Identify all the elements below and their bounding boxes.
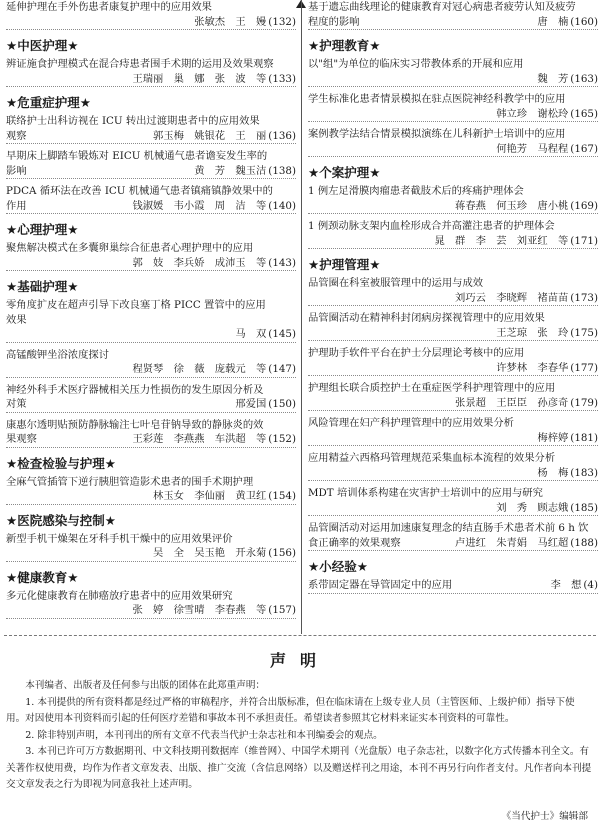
article-title-end[interactable]: 对策 bbox=[6, 398, 27, 410]
page-number[interactable]: (145) bbox=[268, 328, 296, 340]
toc-entry[interactable] bbox=[6, 114, 296, 144]
article-authors: 刘巧云 李晓辉 褚苗苗 bbox=[455, 291, 569, 304]
page-number[interactable]: (185) bbox=[570, 501, 598, 514]
article-title[interactable]: 品管圈活动在精神科封闭病房探视管理中的应用效果 bbox=[308, 312, 545, 324]
article-title[interactable]: 案例教学法结合情景模拟演练在儿科新护士培训中的应用 bbox=[308, 128, 566, 140]
entry-right bbox=[451, 291, 598, 306]
entry-right bbox=[190, 15, 296, 30]
page-number[interactable]: (156) bbox=[268, 547, 296, 559]
article-authors: 王瑞丽 巢 娜 张 波 等 bbox=[132, 72, 267, 85]
page-number[interactable]: (143) bbox=[268, 256, 296, 269]
article-authors: 黄 芳 魏玉洁 bbox=[194, 164, 267, 177]
entry-right bbox=[128, 603, 296, 618]
page-number[interactable]: (169) bbox=[570, 199, 598, 212]
section-heading: ★个案护理★ bbox=[308, 165, 381, 180]
article-title[interactable]: 1 例颈动脉支架内血栓形成合并高灌注患者的护理体会 bbox=[308, 220, 555, 232]
entry-meta bbox=[6, 164, 296, 180]
section-heading: ★医院感染与控制★ bbox=[6, 512, 116, 528]
entry-right bbox=[492, 142, 598, 157]
toc-entry[interactable] bbox=[308, 57, 598, 87]
article-title-end[interactable]: 作用 bbox=[6, 199, 27, 212]
toc-entry[interactable] bbox=[308, 416, 598, 446]
entry-meta bbox=[308, 326, 598, 342]
section-heading: ★检查检验与护理★ bbox=[6, 455, 116, 471]
article-title-end[interactable]: 影响 bbox=[6, 164, 27, 177]
article-authors: 何艳芳 马程程 bbox=[496, 142, 569, 155]
article-authors: 韩立珍 谢松玲 bbox=[496, 107, 569, 120]
entry-right bbox=[547, 578, 598, 593]
article-title[interactable]: 辨证施食护理模式在混合痔患者围手术期的运用及效果观察 bbox=[6, 58, 274, 70]
article-authors: 魏 芳 bbox=[537, 72, 569, 85]
article-title[interactable]: 应用精益六西格玛管理规范采集血标本流程的效果分析 bbox=[308, 452, 556, 464]
entry-right bbox=[128, 256, 296, 271]
article-title-end[interactable]: 系带固定器在导管固定中的应用 bbox=[308, 579, 453, 591]
page-number[interactable]: (133) bbox=[268, 72, 296, 85]
article-authors: 王芝琼 张 玲 bbox=[496, 326, 569, 339]
entry-meta bbox=[6, 199, 296, 215]
section-heading: ★小经验★ bbox=[308, 559, 368, 574]
entry-meta bbox=[6, 327, 296, 343]
page-number[interactable]: (136) bbox=[268, 129, 296, 142]
section-heading: ★护理教育★ bbox=[308, 38, 381, 53]
section-heading: ★危重症护理★ bbox=[6, 95, 91, 110]
toc-entry[interactable] bbox=[6, 184, 296, 214]
article-authors: 李 想 bbox=[550, 579, 582, 591]
toc-entry[interactable] bbox=[6, 241, 296, 271]
page-number[interactable]: (147) bbox=[268, 363, 296, 375]
article-title[interactable]: 神经外科手术医疗器械相关压力性损伤的发生原因分析及 bbox=[6, 383, 264, 396]
entry-right bbox=[128, 432, 296, 447]
article-authors: 郭玉梅 姚银花 王 丽 bbox=[153, 129, 267, 142]
entry-meta bbox=[308, 536, 598, 552]
page-number[interactable]: (157) bbox=[268, 604, 296, 616]
page-number[interactable]: (163) bbox=[570, 72, 598, 85]
entry-right bbox=[492, 107, 598, 122]
entry-meta bbox=[6, 15, 296, 31]
entry-meta bbox=[308, 199, 598, 215]
entry-meta bbox=[6, 546, 296, 562]
page-number[interactable]: (181) bbox=[570, 431, 598, 444]
toc-entry[interactable] bbox=[308, 381, 598, 411]
entry-right bbox=[128, 362, 296, 377]
editor-signature: 《当代护士》编辑部 bbox=[501, 811, 588, 822]
toc-entry[interactable] bbox=[308, 127, 598, 157]
entry-meta bbox=[308, 142, 598, 158]
page-number[interactable]: (177) bbox=[570, 361, 598, 374]
toc-entry[interactable] bbox=[308, 346, 598, 376]
article-title[interactable]: 品管圈活动对运用加速康复理念的结直肠手术患者术前 6 h 饮 bbox=[308, 522, 589, 534]
entry-meta bbox=[6, 129, 296, 145]
entry-meta bbox=[308, 466, 598, 482]
entry-right bbox=[492, 361, 598, 376]
toc-entry[interactable] bbox=[308, 578, 598, 594]
entry-right bbox=[149, 489, 296, 504]
article-title[interactable]: 多元化健康教育在肺癌放疗患者中的应用效果研究 bbox=[6, 589, 233, 602]
page-number[interactable]: (160) bbox=[570, 15, 598, 28]
page-number[interactable]: (165) bbox=[570, 107, 598, 120]
entry-right bbox=[451, 199, 598, 214]
entry-right bbox=[149, 129, 296, 144]
article-authors: 梅梓婷 bbox=[537, 431, 569, 444]
toc-entry[interactable] bbox=[308, 219, 598, 249]
entry-meta bbox=[308, 107, 598, 123]
article-authors: 钱淑媛 韦小霞 周 洁 等 bbox=[132, 199, 267, 212]
page-number[interactable]: (4) bbox=[583, 579, 598, 591]
article-title-end[interactable]: 程度的影响 bbox=[308, 15, 360, 28]
article-title-end[interactable]: 观察 bbox=[6, 129, 27, 142]
dashed-separator bbox=[4, 635, 596, 636]
toc-entry[interactable] bbox=[6, 0, 296, 30]
entry-meta bbox=[308, 431, 598, 447]
toc-entry[interactable] bbox=[308, 276, 598, 306]
toc-right-column bbox=[308, 0, 598, 599]
entry-right bbox=[231, 397, 296, 412]
entry-right bbox=[492, 501, 598, 516]
entry-meta bbox=[308, 578, 598, 594]
entry-right bbox=[533, 15, 598, 30]
declaration-paragraph: 1. 本刊提供的所有资料都是经过严格的审稿程序，并符合出版标准，但在临床请在上级专业人员（主管医师、上级护师）指导下使用。对因使用本刊资料而引起的任何医疗差错和事故本刊不承担责任。希望读者参照其它材料来证实本刊资料的可靠性。 bbox=[6, 696, 575, 724]
page-number[interactable]: (140) bbox=[268, 199, 296, 212]
page-number[interactable]: (150) bbox=[268, 398, 296, 410]
article-title[interactable]: PDCA 循环法在改善 ICU 机械通气患者镇痛镇静效果中的 bbox=[6, 185, 273, 197]
page-number[interactable]: (132) bbox=[268, 15, 296, 28]
article-authors: 许梦林 李春华 bbox=[496, 361, 569, 374]
article-title[interactable]: 联络护士出科访视在 ICU 转出过渡期患者中的应用效果 bbox=[6, 115, 260, 127]
toc-entry[interactable] bbox=[308, 451, 598, 481]
article-authors: 张 婷 徐雪晴 李春燕 等 bbox=[132, 604, 267, 616]
section-heading: ★护理管理★ bbox=[308, 257, 381, 272]
article-title[interactable]: 学生标准化患者情景模拟在驻点医院神经科教学中的应用 bbox=[308, 93, 566, 105]
article-authors: 张敏杰 王 嫚 bbox=[194, 15, 267, 28]
entry-meta bbox=[308, 72, 598, 88]
article-title[interactable]: 康惠尔透明贴预防静脉输注七叶皂苷钠导致的静脉炎的效 bbox=[6, 418, 264, 431]
entry-meta bbox=[308, 15, 598, 31]
article-title[interactable]: 基于遗忘曲线理论的健康教育对冠心病患者疲劳认知及疲劳 bbox=[308, 1, 576, 13]
article-title[interactable]: 以"组"为单位的临床实习带教体系的开展和应用 bbox=[308, 58, 524, 70]
article-title[interactable]: 风险管理在妇产科护理管理中的应用效果分析 bbox=[308, 417, 514, 429]
entry-right bbox=[533, 466, 598, 481]
article-authors: 程贤琴 徐 薇 庞载元 等 bbox=[132, 363, 267, 375]
article-title[interactable]: 早期床上脚踏车锻炼对 EICU 机械通气患者谵妄发生率的 bbox=[6, 150, 268, 162]
article-authors: 邢爱国 bbox=[235, 398, 267, 410]
article-authors: 张景超 王臣臣 孙彦奇 bbox=[455, 396, 569, 409]
article-title[interactable]: 高锰酸钾坐浴浓度探讨 bbox=[6, 348, 109, 361]
column-divider bbox=[301, 0, 302, 634]
toc-entry[interactable] bbox=[6, 589, 296, 619]
article-authors: 晁 群 李 芸 刘亚红 等 bbox=[434, 234, 569, 247]
entry-meta bbox=[6, 72, 296, 88]
page-number[interactable]: (171) bbox=[570, 234, 598, 247]
page-number[interactable]: (183) bbox=[570, 466, 598, 479]
entry-right bbox=[430, 234, 598, 249]
article-title[interactable]: 聚焦解决模式在多囊卵巢综合征患者心理护理中的应用 bbox=[6, 242, 254, 254]
entry-meta bbox=[6, 256, 296, 272]
entry-right bbox=[451, 536, 598, 551]
declaration-body bbox=[6, 678, 592, 794]
entry-meta bbox=[6, 489, 296, 505]
toc-entry[interactable] bbox=[308, 311, 598, 341]
toc-entry[interactable] bbox=[6, 418, 296, 448]
toc-entry[interactable] bbox=[6, 348, 296, 378]
entry-meta bbox=[6, 603, 296, 619]
entry-meta bbox=[308, 291, 598, 307]
entry-meta bbox=[308, 361, 598, 377]
section-heading: ★基础护理★ bbox=[6, 279, 79, 294]
article-title-end[interactable]: 食正确率的效果观察 bbox=[308, 536, 401, 549]
page-number[interactable]: (175) bbox=[570, 326, 598, 339]
declaration-paragraph: 3. 本刊已许可万方数据期刊、中文科技期刊数据库（维普网）、中国学术期刊（光盘版）电子杂志社，以数字化方式传播本刊全文。有关著作权使用费，均作为作者文章发表、出版、推广交流（含信息网络）以及赠送样刊之用途，本刊不再另行向作者支付。凡作者向本刊提交文章发表之行为即视为同意我社上述声明。 bbox=[6, 746, 592, 790]
toc-entry[interactable] bbox=[308, 0, 598, 30]
entry-right bbox=[231, 327, 296, 342]
article-authors: 林玉女 李仙丽 黄卫红 bbox=[153, 490, 267, 502]
article-authors: 杨 梅 bbox=[537, 466, 569, 479]
article-title-end[interactable]: 果观察 bbox=[6, 433, 37, 445]
page-number[interactable]: (167) bbox=[570, 142, 598, 155]
page-number[interactable]: (173) bbox=[570, 291, 598, 304]
toc-entry[interactable] bbox=[308, 521, 598, 551]
article-authors: 卢进红 朱青娟 马红超 bbox=[455, 536, 569, 549]
toc-entry[interactable] bbox=[6, 383, 296, 413]
article-title[interactable]: 零角度扩皮在超声引导下改良塞丁格 PICC 置管中的应用 bbox=[6, 299, 266, 311]
page-number[interactable]: (138) bbox=[268, 164, 296, 177]
toc-entry[interactable] bbox=[6, 57, 296, 87]
article-title[interactable]: 效果 bbox=[6, 313, 27, 326]
entry-right bbox=[451, 396, 598, 411]
declaration-title: 声明 bbox=[269, 651, 330, 670]
declaration-paragraph: 本刊编者、出版者及任何参与出版的团体在此郑重声明： bbox=[25, 680, 266, 691]
toc-left-column bbox=[6, 0, 296, 624]
toc-entry[interactable] bbox=[308, 92, 598, 122]
toc-entry[interactable] bbox=[6, 298, 296, 343]
article-authors: 郭 妓 李兵娇 成沛玉 等 bbox=[132, 256, 267, 269]
entry-right bbox=[128, 199, 296, 214]
entry-right bbox=[190, 164, 296, 179]
article-title[interactable]: 护理助手软件平台在护士分层理论考核中的应用 bbox=[308, 347, 525, 359]
article-title[interactable]: 延伸护理在手外伤患者康复护理中的应用效果 bbox=[6, 1, 212, 13]
article-authors: 蒋春燕 何玉珍 唐小桃 bbox=[455, 199, 569, 212]
article-authors: 王彩莲 李燕燕 车洪超 等 bbox=[132, 433, 267, 445]
page-number[interactable]: (152) bbox=[268, 433, 296, 445]
entry-right bbox=[492, 326, 598, 341]
entry-meta bbox=[6, 432, 296, 448]
article-title[interactable]: 护理组长联合质控护士在重症医学科护理管理中的应用 bbox=[308, 382, 556, 394]
section-heading: ★中医护理★ bbox=[6, 38, 79, 53]
entry-meta bbox=[6, 362, 296, 378]
section-heading: ★心理护理★ bbox=[6, 222, 79, 237]
entry-right bbox=[128, 72, 296, 87]
page-number[interactable]: (179) bbox=[570, 396, 598, 409]
toc-entry[interactable] bbox=[308, 486, 598, 516]
entry-right bbox=[149, 546, 296, 561]
article-title[interactable]: MDT 培训体系构建在灾害护士培训中的应用与研究 bbox=[308, 487, 543, 499]
article-authors: 吴 全 吴玉艳 开永菊 bbox=[153, 547, 267, 559]
section-heading: ★健康教育★ bbox=[6, 569, 79, 585]
toc-entry[interactable] bbox=[6, 475, 296, 505]
toc-entry[interactable] bbox=[6, 149, 296, 179]
article-authors: 刘 秀 顾志娥 bbox=[496, 501, 569, 514]
toc-entry[interactable] bbox=[308, 184, 598, 214]
article-title[interactable]: 1 例左足滑膜肉瘤患者截肢术后的疼痛护理体会 bbox=[308, 185, 524, 197]
article-title[interactable]: 品管圈在科室被服管理中的运用与成效 bbox=[308, 277, 484, 289]
article-authors: 马 双 bbox=[235, 328, 267, 340]
page-number[interactable]: (154) bbox=[268, 490, 296, 502]
declaration-paragraph: 2. 除非特别声明，本刊刊出的所有文章不代表当代护士杂志社和本刊编委会的观点。 bbox=[25, 729, 383, 741]
entry-right bbox=[533, 72, 598, 87]
entry-meta bbox=[308, 501, 598, 517]
entry-meta bbox=[308, 396, 598, 412]
article-authors: 唐 楠 bbox=[537, 15, 569, 28]
article-title[interactable]: 全麻气管插管下逆行胰胆管造影术患者的围手术期护理 bbox=[6, 475, 254, 488]
entry-right bbox=[533, 431, 598, 446]
toc-entry[interactable] bbox=[6, 532, 296, 562]
entry-meta bbox=[6, 397, 296, 413]
article-title[interactable]: 新型手机干燥架在牙科手机干燥中的应用效果评价 bbox=[6, 532, 233, 545]
page-number[interactable]: (188) bbox=[570, 536, 598, 549]
entry-meta bbox=[308, 234, 598, 250]
